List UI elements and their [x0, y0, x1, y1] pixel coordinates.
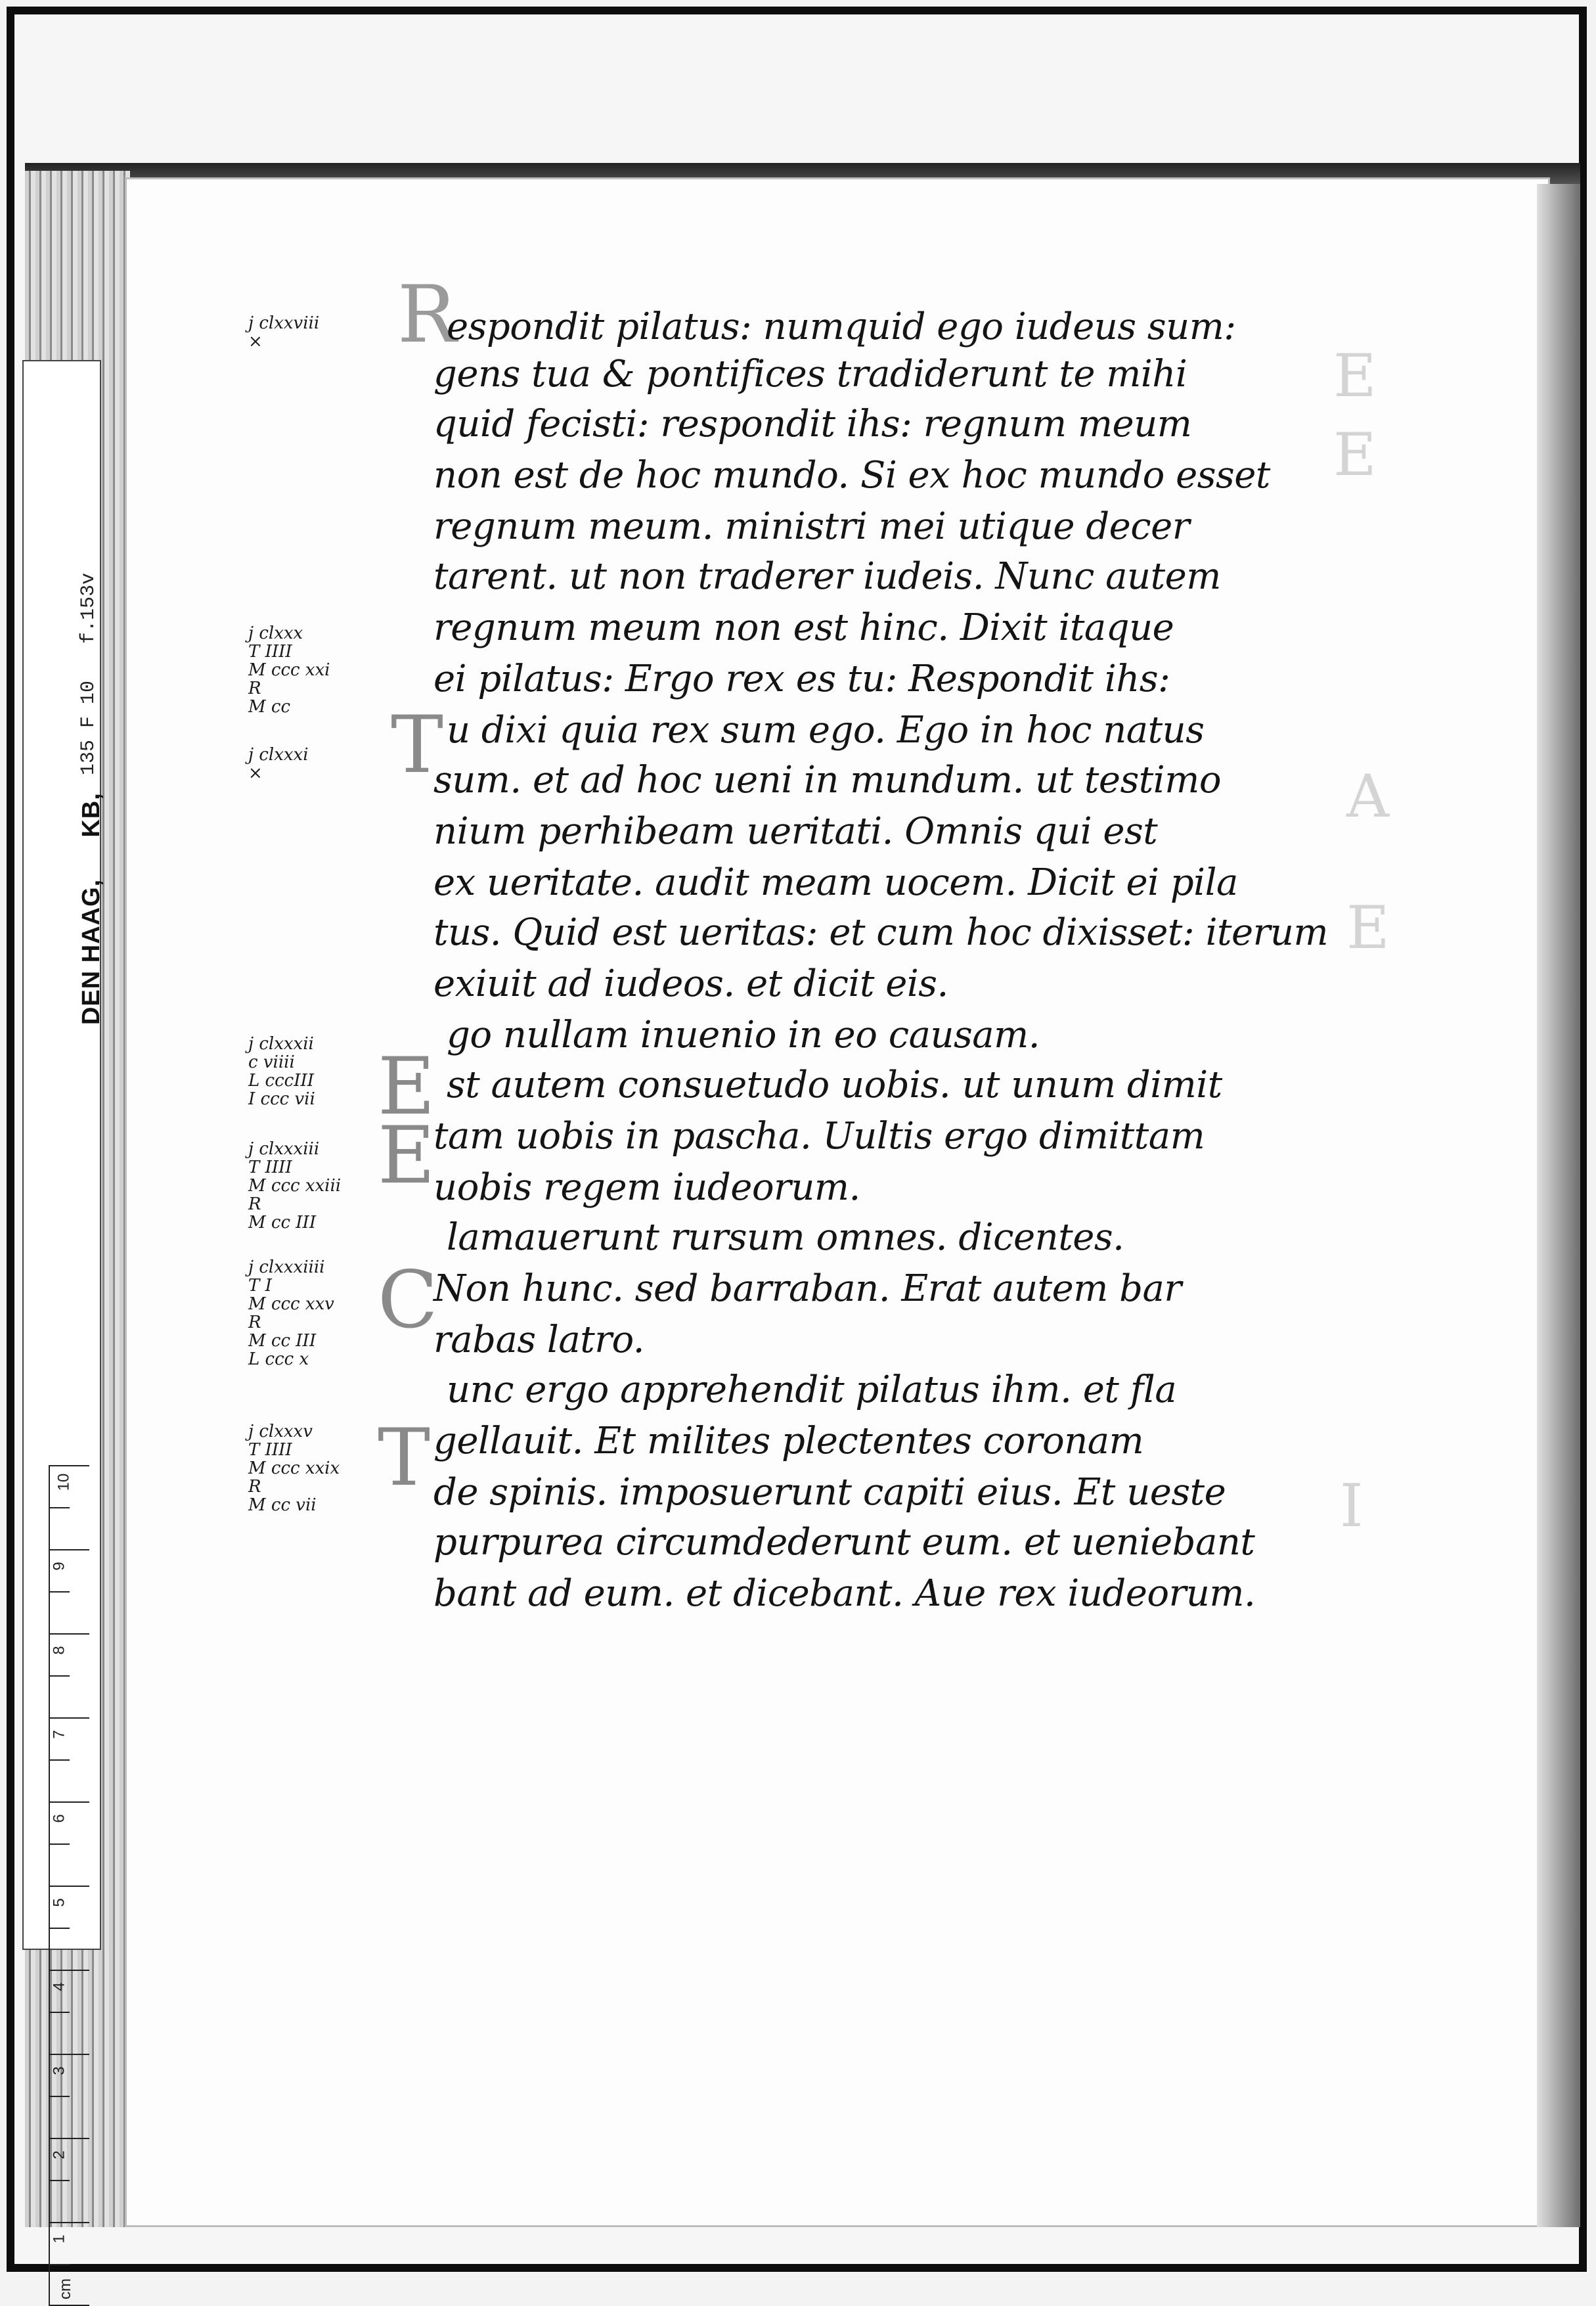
marginal-gloss: j clxxxii c viiii L cccIII I ccc vii: [248, 1034, 315, 1109]
text-line: sum. et ad hoc ueni in mundum. ut testimo: [433, 759, 1222, 802]
text-line: ei pilatus: Ergo rex es tu: Respondit ihs:: [433, 658, 1170, 700]
shelfmark: 135 F 10: [78, 680, 100, 775]
scale-number: 10: [55, 1473, 73, 1491]
scale-number: 8: [50, 1646, 68, 1655]
institution-label: DEN HAAG,: [78, 878, 105, 1025]
book-gutter: [1537, 184, 1580, 2227]
text-line: st autem consuetudo uobis. ut unum dimit: [447, 1064, 1222, 1106]
initial-letter: C: [378, 1255, 438, 1346]
marginal-gloss: j clxxx T IIII M ccc xxi R M cc: [248, 623, 330, 717]
text-line: lamauerunt rursum omnes. dicentes.: [447, 1216, 1124, 1259]
text-line: Non hunc. sed barraban. Erat autem bar: [433, 1267, 1182, 1310]
scale-number: 9: [50, 1562, 68, 1571]
text-line: u dixi quia rex sum ego. Ego in hoc natus: [447, 709, 1205, 752]
show-through-mark: I: [1340, 1472, 1363, 1541]
text-line: non est de hoc mundo. Si ex hoc mundo esset: [433, 454, 1270, 497]
scale-unit: cm: [56, 2278, 74, 2299]
scale-number: 4: [50, 1982, 68, 1991]
folio-number: f.153v: [78, 572, 100, 644]
initial-letter: T: [391, 700, 444, 791]
marginal-gloss: j clxxxiii T IIII M ccc xxiii R M cc III: [248, 1139, 342, 1232]
text-line: de spinis. imposuerunt capiti eius. Et ueste: [433, 1471, 1226, 1514]
shelfmark-label: [78, 573, 100, 775]
text-line: uobis regem iudeorum.: [433, 1166, 860, 1209]
text-line: tus. Quid est ueritas: et cum hoc dixisset: iterum: [433, 911, 1329, 954]
text-line: purpurea circumdederunt eum. et ueniebant: [433, 1521, 1255, 1564]
marginal-gloss: j clxxviii ×: [248, 313, 320, 351]
scale-number: 1: [50, 2234, 68, 2244]
marginal-gloss: j clxxxv T IIII M ccc xxix R M cc vii: [248, 1422, 340, 1515]
text-line: tarent. ut non traderer iudeis. Nunc autem: [433, 555, 1221, 598]
scale-number: 5: [50, 1898, 68, 1907]
text-line: exiuit ad iudeos. et dicit eis.: [433, 962, 948, 1005]
show-through-mark: E: [1333, 342, 1377, 411]
text-line: bant ad eum. et dicebant. Aue rex iudeorum.: [433, 1572, 1256, 1615]
initial-letter: R: [397, 269, 457, 361]
show-through-mark: E: [1346, 893, 1390, 962]
library-label: KB,: [78, 792, 105, 838]
text-line: gellauit. Et milites plectentes coronam: [433, 1420, 1144, 1462]
cm-scale: [49, 1465, 108, 2306]
show-through-mark: E: [1333, 420, 1377, 489]
marginal-gloss: j clxxxi ×: [248, 745, 309, 783]
text-line: ex ueritate. audit meam uocem. Dicit ei pila: [433, 861, 1238, 904]
text-line: regnum meum non est hinc. Dixit itaque: [433, 606, 1174, 649]
text-line: gens tua & pontifices tradiderunt te mihi: [433, 353, 1187, 396]
initial-letter: E: [378, 1041, 435, 1133]
scale-number: 7: [50, 1730, 68, 1739]
text-line: go nullam inuenio in eo causam.: [447, 1014, 1040, 1056]
initial-letter: E: [378, 1110, 435, 1202]
text-line: espondit pilatus: numquid ego iudeus sum:: [447, 305, 1236, 348]
text-line: regnum meum. ministri mei utique decer: [433, 505, 1190, 548]
scale-number: 2: [50, 2150, 68, 2159]
text-line: tam uobis in pascha. Uultis ergo dimittam: [433, 1115, 1205, 1158]
text-line: quid fecisti: respondit ihs: regnum meum: [433, 403, 1192, 445]
show-through-mark: A: [1346, 762, 1389, 831]
scale-number: 6: [50, 1814, 68, 1823]
text-line: nium perhibeam ueritati. Omnis qui est: [433, 810, 1158, 853]
text-line: rabas latro.: [433, 1319, 645, 1361]
initial-letter: T: [378, 1413, 431, 1504]
scale-number: 3: [50, 2066, 68, 2075]
marginal-gloss: j clxxxiiii T I M ccc xxv R M cc III L ccc x: [248, 1257, 334, 1369]
text-line: unc ergo apprehendit pilatus ihm. et fla: [447, 1368, 1177, 1411]
archive-label: [78, 792, 106, 1025]
